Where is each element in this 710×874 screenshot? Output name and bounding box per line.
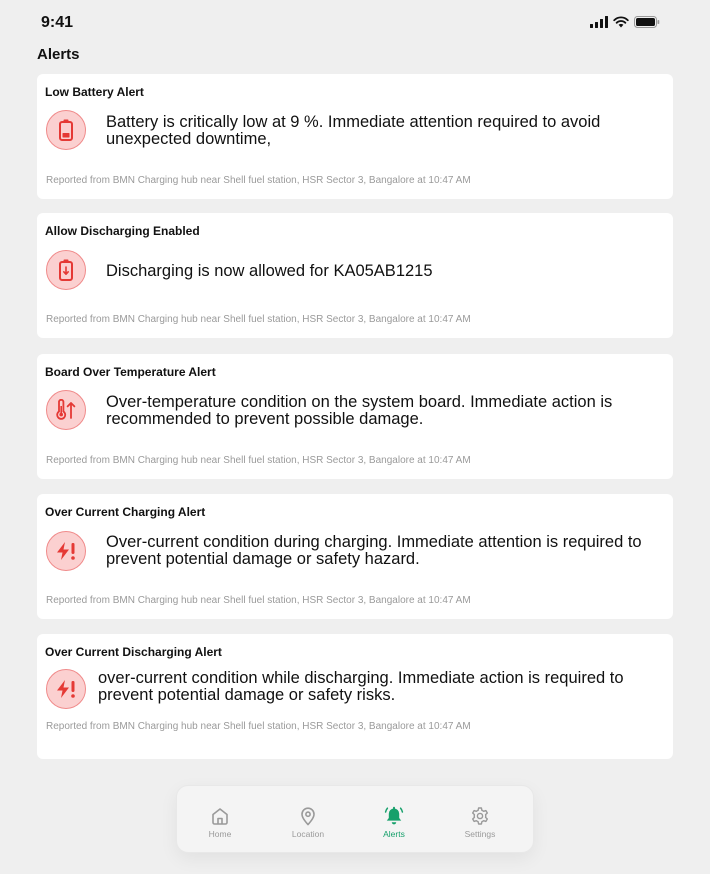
alert-message: Discharging is now allowed for KA05AB1215 bbox=[106, 262, 433, 280]
nav-label: Location bbox=[291, 829, 325, 839]
alert-title: Low Battery Alert bbox=[45, 85, 144, 99]
nav-label: Home bbox=[208, 829, 232, 839]
alert-title: Over Current Discharging Alert bbox=[45, 645, 222, 659]
status-bar bbox=[0, 0, 710, 46]
alert-footer: Reported from BMN Charging hub near Shell fuel station, HSR Sector 3, Bangalore at 10:47 AM bbox=[46, 314, 471, 325]
bolt-warning-icon bbox=[46, 531, 86, 571]
page-title: Alerts bbox=[37, 46, 80, 63]
alert-title: Allow Discharging Enabled bbox=[45, 224, 200, 238]
signal-icon bbox=[590, 16, 608, 28]
bell-icon bbox=[383, 806, 405, 826]
battery-icon bbox=[634, 16, 660, 28]
bottom-nav-bar bbox=[176, 785, 534, 853]
nav-label: Settings bbox=[464, 829, 496, 839]
nav-label: Alerts bbox=[383, 829, 405, 839]
alert-card-over-current-charging[interactable] bbox=[37, 494, 673, 619]
alert-footer: Reported from BMN Charging hub near Shell fuel station, HSR Sector 3, Bangalore at 10:47 AM bbox=[46, 175, 471, 186]
nav-item-alerts[interactable] bbox=[364, 806, 424, 839]
nav-item-settings[interactable] bbox=[450, 806, 510, 839]
alert-title: Over Current Charging Alert bbox=[45, 505, 206, 519]
thermometer-up-icon bbox=[46, 390, 86, 430]
alert-message: over-current condition while discharging. Immediate action is required to prevent potential damage or safety risks. bbox=[98, 669, 624, 704]
status-time: 9:41 bbox=[41, 14, 74, 31]
home-icon bbox=[210, 806, 230, 826]
gear-icon bbox=[470, 806, 490, 826]
alert-message: Battery is critically low at 9 %. Immediate attention required to avoid unexpected downtime, bbox=[106, 113, 601, 148]
alert-footer: Reported from BMN Charging hub near Shell fuel station, HSR Sector 3, Bangalore at 10:47 AM bbox=[46, 455, 471, 466]
status-icons bbox=[590, 16, 660, 28]
battery-low-icon bbox=[46, 110, 86, 150]
alert-card-discharging-enabled[interactable] bbox=[37, 213, 673, 338]
location-pin-icon bbox=[298, 806, 318, 826]
alert-footer: Reported from BMN Charging hub near Shell fuel station, HSR Sector 3, Bangalore at 10:47 AM bbox=[46, 721, 471, 732]
alert-card-low-battery[interactable] bbox=[37, 74, 673, 199]
nav-item-location[interactable] bbox=[278, 806, 338, 839]
alert-title: Board Over Temperature Alert bbox=[45, 365, 216, 379]
alert-card-over-current-discharging[interactable] bbox=[37, 634, 673, 759]
alert-card-over-temperature[interactable] bbox=[37, 354, 673, 479]
wifi-icon bbox=[613, 16, 629, 28]
alert-footer: Reported from BMN Charging hub near Shell fuel station, HSR Sector 3, Bangalore at 10:47 AM bbox=[46, 595, 471, 606]
nav-item-home[interactable] bbox=[190, 806, 250, 839]
alert-message: Over-temperature condition on the system board. Immediate action is recommended to prevent possible damage. bbox=[106, 393, 613, 428]
bolt-warning-icon bbox=[46, 669, 86, 709]
battery-discharge-icon bbox=[46, 250, 86, 290]
alert-message: Over-current condition during charging. Immediate attention is required to prevent potential damage or safety hazard. bbox=[106, 533, 642, 568]
